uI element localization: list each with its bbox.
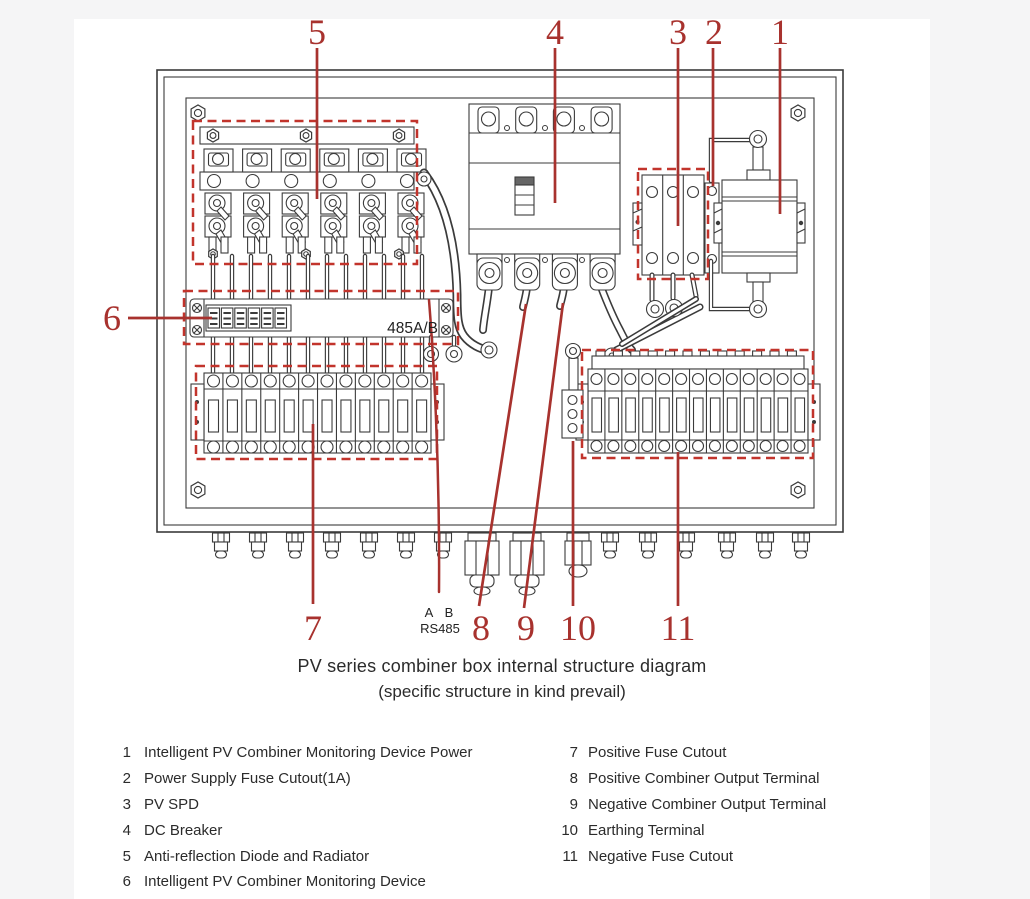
callout-2: 2 xyxy=(705,12,723,52)
legend-item-6: 6 Intelligent PV Combiner Monitoring Device xyxy=(122,873,426,891)
monitoring-device-port-label: 485A/B xyxy=(387,320,438,337)
legend-item-2: 2 Power Supply Fuse Cutout(1A) xyxy=(122,769,351,787)
callout-1: 1 xyxy=(771,12,789,52)
diagram-title: PV series combiner box internal structure diagram xyxy=(297,656,707,676)
callout-7: 7 xyxy=(304,608,322,648)
legend-item-7: 7 Positive Fuse Cutout xyxy=(569,744,727,761)
callout-8: 8 xyxy=(472,608,490,648)
legend-item-3: 3 PV SPD xyxy=(122,795,200,813)
legend-item-9: 9 Negative Combiner Output Terminal xyxy=(569,795,827,813)
legend-left-column xyxy=(115,744,472,899)
negative-fuse-strip xyxy=(576,351,820,453)
callout-10: 10 xyxy=(560,608,596,648)
cable-glands xyxy=(213,533,810,595)
rs485-b-label: B xyxy=(444,605,454,620)
rs485-label: RS485 xyxy=(420,621,460,636)
legend-item-11: 11 Negative Fuse Cutout xyxy=(562,847,734,865)
legend-item-1: 1 Intelligent PV Combiner Monitoring Device Power xyxy=(122,744,473,761)
positive-fuse-strip xyxy=(191,373,444,453)
callout-4: 4 xyxy=(546,12,564,52)
legend-item-5: 5 Anti-reflection Diode and Radiator xyxy=(122,847,370,865)
callout-9: 9 xyxy=(517,608,535,648)
legend-item-4: 4 DC Breaker xyxy=(122,821,223,839)
legend-right-column xyxy=(558,744,826,873)
rs485-a-label: A xyxy=(424,605,434,620)
callout-5: 5 xyxy=(308,12,326,52)
legend-item-10: 10 Earthing Terminal xyxy=(561,821,705,839)
diagram-subtitle: (specific structure in kind prevail) xyxy=(378,682,626,701)
callout-3: 3 xyxy=(669,12,687,52)
legend-item-8: 8 Positive Combiner Output Terminal xyxy=(569,769,820,787)
callout-11: 11 xyxy=(660,608,696,648)
callout-6: 6 xyxy=(103,298,121,338)
